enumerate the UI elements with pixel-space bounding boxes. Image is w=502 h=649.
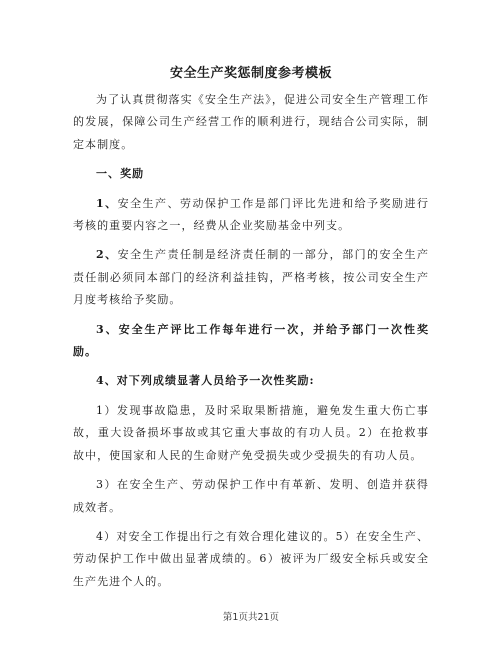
document-body [73,89,429,600]
item-text: 安全生产、劳动保护工作是部门评比先进和给予奖励进行考核的重要内容之一，经费从企业奖励基金中列支。 [73,196,429,233]
reward-item-3: 3、安全生产评比工作每年进行一次，并给予部门一次性奖励。 [73,322,429,359]
sub-items-4-6: 4）对安全工作提出行之有效合理化建议的。5）在安全生产、劳动保护工作中做出显著成绩的。6）被评为厂级安全标兵或安全生产先进个人的。 [73,529,429,588]
reward-item-4: 4、对下列成绩显著人员给予一次性奖励: [96,374,315,388]
intro-paragraph: 为了认真贯彻落实《安全生产法》，促进公司安全生产管理工作的发展，保障公司生产经营工作的顺利进行，现结合公司实际，制定本制度。 [73,93,429,151]
reward-item-1 [73,193,429,238]
page-footer: 第1页共21页 [222,612,280,623]
item-number: 2、 [96,248,118,262]
section-heading-rewards: 一、奖励 [96,167,145,181]
sub-items-1-2: 1）发现事故隐患，及时采取果断措施，避免发生重大伤亡事故，重大设备损坏事故或其它重大事故的有功人员。2）在抢救事故中，使国家和人民的生命财产免受损失或少受损失的有功人员。 [73,403,429,462]
sub-item-3: 3）在安全生产、劳动保护工作中有革新、发明、创造并获得成效者。 [73,478,429,514]
item-text: 安全生产责任制是经济责任制的一部分，部门的安全生产责任制必须同本部门的经济利益挂钩，严格考核，按公司安全生产月度考核给予奖励。 [73,248,429,307]
document-title: 安全生产奖惩制度参考模板 [169,66,332,81]
item-number: 1、 [96,196,118,210]
reward-item-2 [73,244,429,311]
